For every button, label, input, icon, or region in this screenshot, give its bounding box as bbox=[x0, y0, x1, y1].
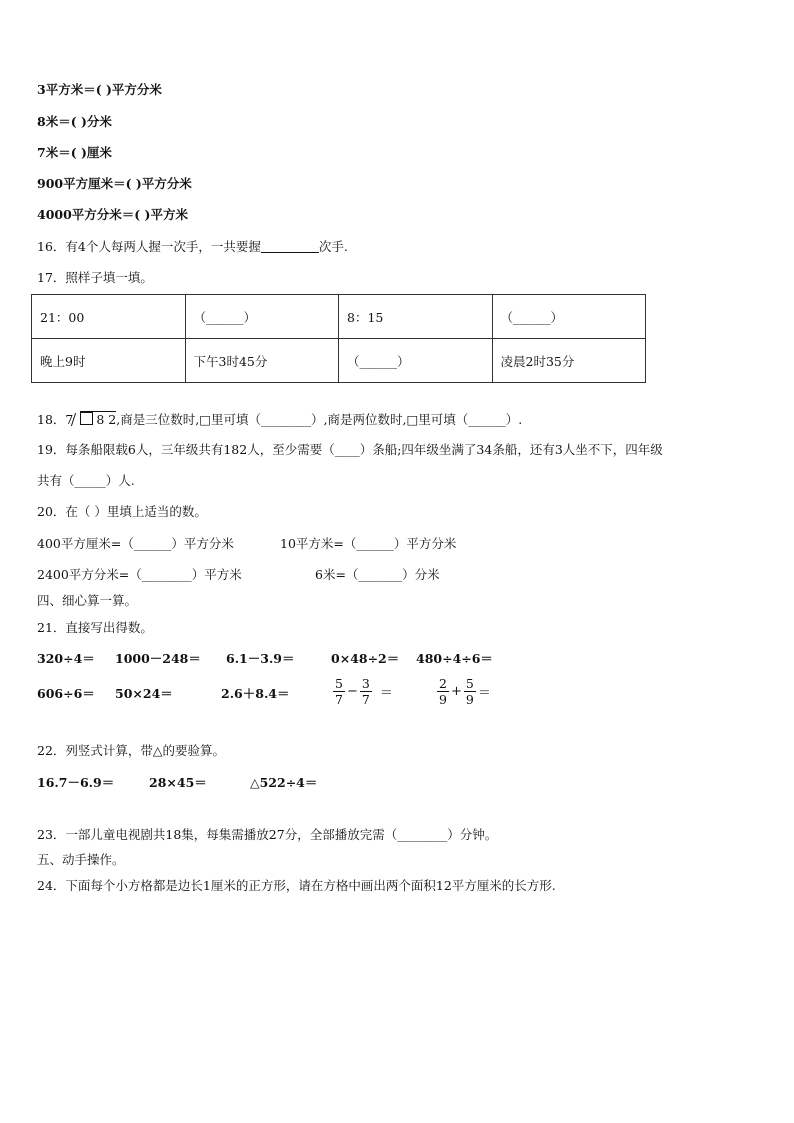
question-17-title: 17．照样子填一填。 bbox=[37, 270, 153, 285]
question-16-text: 16．有4个人每两人握一次手，一共要握 bbox=[37, 239, 261, 254]
fraction bbox=[360, 676, 372, 707]
fraction bbox=[333, 676, 345, 707]
dividend-digits: 8 2 bbox=[96, 412, 117, 427]
table-row bbox=[32, 295, 646, 339]
denominator: 9 bbox=[439, 692, 447, 707]
question-18-number: 18． bbox=[37, 412, 66, 427]
numerator: 3 bbox=[361, 676, 370, 691]
question-20-title: 20．在（ ）里填上适当的数。 bbox=[37, 504, 207, 519]
equals: ＝ bbox=[477, 686, 491, 701]
conversion-line-4: 900平方厘米＝( )平方分米 bbox=[37, 176, 192, 191]
table-cell[interactable]: （______） bbox=[339, 339, 493, 383]
digit-box-icon bbox=[80, 412, 93, 425]
question-20-c: 2400平方分米=（________）平方米 bbox=[37, 567, 242, 582]
denominator: 9 bbox=[465, 692, 474, 707]
denominator: 7 bbox=[335, 692, 343, 707]
numerator: 5 bbox=[465, 676, 474, 691]
vertical-calc-item: △522÷4＝ bbox=[250, 775, 318, 790]
question-21-title: 21．直接写出得数。 bbox=[37, 620, 153, 635]
conversion-line-2: 8米＝( )分米 bbox=[37, 114, 112, 129]
table-cell: 晚上9时 bbox=[32, 339, 186, 383]
section-5-heading: 五、动手操作。 bbox=[37, 852, 125, 867]
question-16-tail: 次手. bbox=[318, 239, 348, 254]
question-18-text: ,商是三位数时,□里可填（________）,商是两位数时,□里可填（______）. bbox=[116, 412, 523, 427]
fraction bbox=[437, 676, 449, 707]
time-table bbox=[31, 294, 646, 383]
equals: ＝ bbox=[379, 686, 393, 701]
fraction-expression-1 bbox=[333, 676, 395, 707]
question-20-a: 400平方厘米=（______）平方分米 bbox=[37, 536, 234, 551]
conversion-line-3: 7米＝( )厘米 bbox=[37, 145, 112, 160]
operator: + bbox=[450, 684, 462, 699]
table-cell: 凌晨2时35分 bbox=[492, 339, 646, 383]
conversion-line-1: 3平方米＝( )平方分米 bbox=[37, 82, 162, 97]
fraction-expression-2 bbox=[437, 676, 493, 707]
answer-blank[interactable] bbox=[261, 240, 319, 253]
table-row bbox=[32, 339, 646, 383]
calc-item: 606÷6＝ bbox=[37, 686, 95, 701]
question-20-b: 10平方米=（______）平方分米 bbox=[280, 536, 457, 551]
numerator: 2 bbox=[439, 676, 447, 691]
vertical-calc-item: 16.7－6.9＝ bbox=[37, 775, 115, 790]
calc-item: 320÷4＝ bbox=[37, 651, 95, 666]
question-23: 23．一部儿童电视剧共18集，每集需播放27分，全部播放完需（________）分钟。 bbox=[37, 827, 498, 842]
question-18 bbox=[37, 411, 522, 428]
operator: − bbox=[346, 684, 358, 699]
dividend bbox=[80, 411, 116, 428]
conversion-line-5: 4000平方分米＝( )平方米 bbox=[37, 207, 188, 222]
denominator: 7 bbox=[361, 692, 370, 707]
table-cell[interactable]: （______） bbox=[492, 295, 646, 339]
table-cell[interactable]: （______） bbox=[185, 295, 339, 339]
question-19-line-2: 共有（_____）人. bbox=[37, 473, 135, 488]
question-20-d: 6米=（_______）分米 bbox=[315, 567, 440, 582]
calc-item: 0×48÷2＝ bbox=[331, 651, 400, 666]
calc-item: 50×24＝ bbox=[115, 686, 173, 701]
question-16 bbox=[37, 239, 348, 255]
numerator: 5 bbox=[335, 676, 343, 691]
vertical-calc-item: 28×45＝ bbox=[149, 775, 207, 790]
question-22-title: 22．列竖式计算，带△的要验算。 bbox=[37, 743, 226, 758]
question-19-line-1: 19．每条船限载6人，三年级共有182人，至少需要（____）条船;四年级坐满了34条船，还有3人坐不下，四年级 bbox=[37, 442, 663, 457]
calc-item: 480÷4÷6＝ bbox=[416, 651, 493, 666]
section-4-heading: 四、细心算一算。 bbox=[37, 593, 138, 608]
calc-item: 6.1－3.9＝ bbox=[226, 651, 295, 666]
divisor: 7 bbox=[65, 412, 74, 427]
question-24: 24．下面每个小方格都是边长1厘米的正方形，请在方格中画出两个面积12平方厘米的长方形. bbox=[37, 878, 556, 893]
table-cell: 8：15 bbox=[339, 295, 493, 339]
calc-item: 1000－248＝ bbox=[115, 651, 201, 666]
table-cell: 21：00 bbox=[32, 295, 186, 339]
fraction bbox=[464, 676, 476, 707]
table-cell: 下午3时45分 bbox=[185, 339, 339, 383]
calc-item: 2.6＋8.4＝ bbox=[221, 686, 290, 701]
